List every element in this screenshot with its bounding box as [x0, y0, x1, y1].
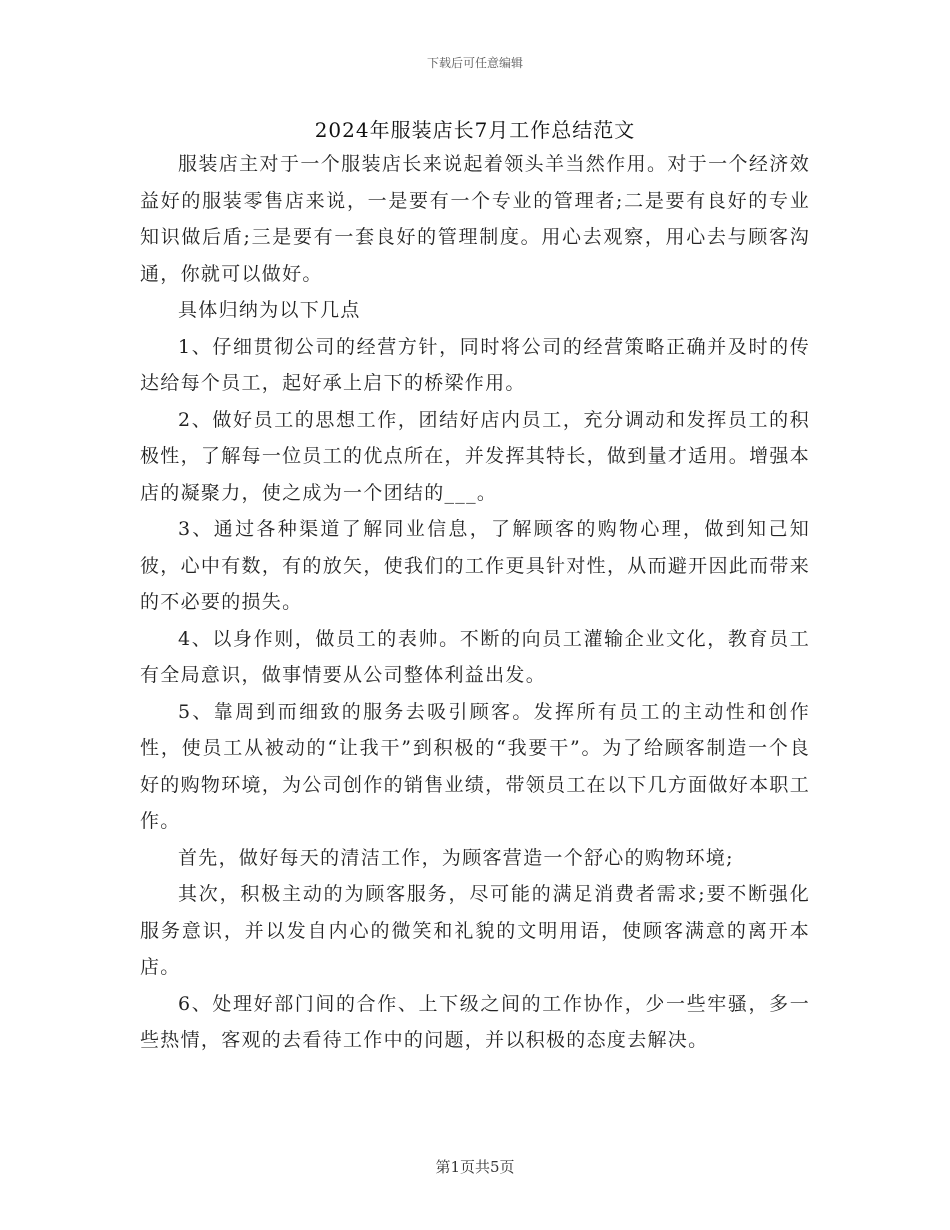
paragraph-intro: 服装店主对于一个服装店长来说起着领头羊当然作用。对于一个经济效益好的服装零售店来说，一是要有一个专业的管理者;二是要有良好的专业知识做后盾;三是要有一套良好的管理制度。用心去观察，用心去与顾客沟通，你就可以做好。 [140, 153, 810, 285]
paragraph-point-4: 4、以身作则，做员工的表帅。不断的向员工灌输企业文化，教育员工有全局意识，做事情要从公司整体利益出发。 [140, 627, 810, 686]
header-note: 下载后可任意编辑 [426, 56, 523, 70]
paragraph-second-step: 其次，积极主动的为顾客服务，尽可能的满足消费者需求;要不断强化服务意识，并以发自内心的微笑和礼貌的文明用语，使顾客满意的离开本店。 [140, 883, 810, 978]
paragraph-point-6: 6、处理好部门间的合作、上下级之间的工作协作，少一些牢骚，多一些热情，客观的去看待工作中的问题，并以积极的态度去解决。 [140, 992, 810, 1051]
paragraph-point-5: 5、靠周到而细致的服务去吸引顾客。发挥所有员工的主动性和创作性，使员工从被动的“让我干”到积极的“我要干”。为了给顾客制造一个良好的购物环境，为公司创作的销售业绩，带领员工在以下几方面做好本职工作。 [140, 700, 810, 832]
page-indicator: 第1页共5页 [435, 1158, 515, 1176]
paragraph-point-1: 1、仔细贯彻公司的经营方针，同时将公司的经营策略正确并及时的传达给每个员工，起好承上启下的桥梁作用。 [140, 335, 810, 394]
document-title: 2024年服装店长7月工作总结范文 [314, 118, 636, 142]
paragraph-point-3: 3、通过各种渠道了解同业信息，了解顾客的购物心理，做到知己知彼，心中有数，有的放矢，使我们的工作更具针对性，从而避开因此而带来的不必要的损失。 [140, 518, 810, 613]
document-body [140, 146, 810, 1059]
paragraph-point-2: 2、做好员工的思想工作，团结好店内员工，充分调动和发挥员工的积极性，了解每一位员工的优点所在，并发挥其特长，做到量才适用。增强本店的凝聚力，使之成为一个团结的___。 [140, 408, 810, 504]
paragraph-first-step: 首先，做好每天的清洁工作，为顾客营造一个舒心的购物环境; [178, 846, 734, 869]
paragraph-summary-lead: 具体归纳为以下几点 [178, 299, 361, 321]
